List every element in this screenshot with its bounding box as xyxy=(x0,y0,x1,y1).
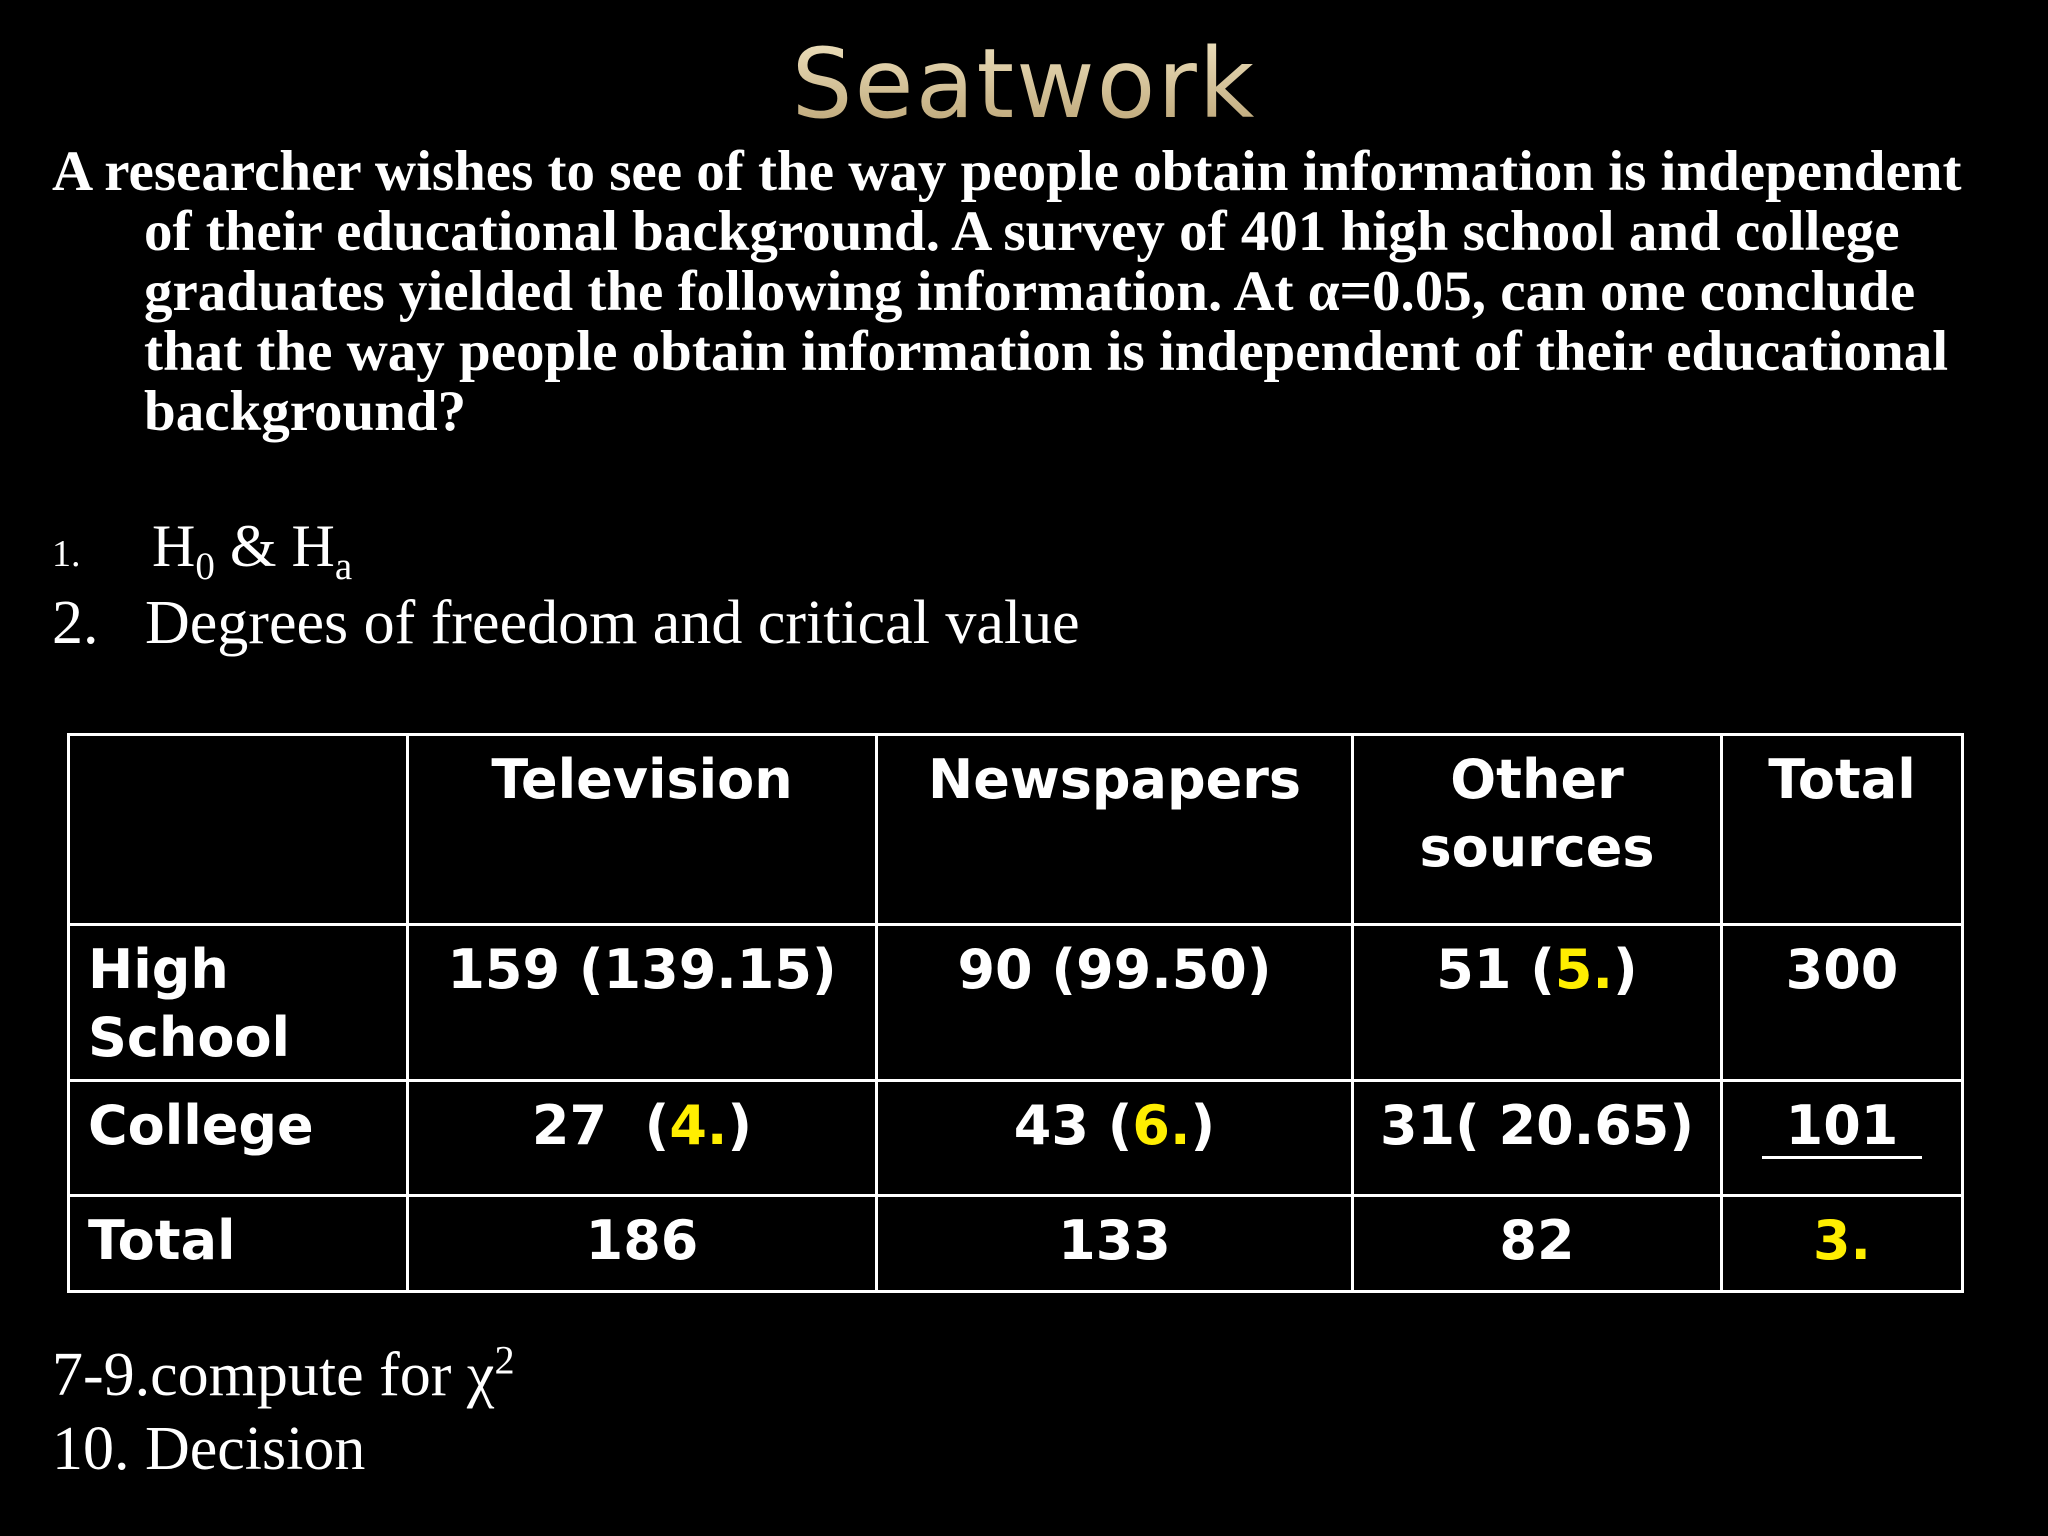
blank-marker: 6. xyxy=(1132,1094,1191,1157)
cell-hs-newspapers: 90 (99.50) xyxy=(877,925,1353,1081)
contingency-table xyxy=(67,733,1964,1293)
header-cell-newspapers: Newspapers xyxy=(877,735,1353,925)
cell-text: 27 ( xyxy=(531,1094,670,1157)
item-text: 7-9.compute for χ xyxy=(52,1341,495,1409)
table-row xyxy=(69,925,1963,1081)
cell-text: 51 ( xyxy=(1436,938,1555,1001)
cell-text: ) xyxy=(1190,1094,1216,1157)
blank-marker: 5. xyxy=(1554,938,1614,1001)
cell-hs-other xyxy=(1353,925,1722,1081)
list-item-degrees-of-freedom xyxy=(52,588,1080,659)
list-item-hypotheses xyxy=(52,512,353,588)
table-header-row xyxy=(69,735,1963,925)
table-row xyxy=(69,1081,1963,1196)
cell-text: ) xyxy=(727,1094,753,1157)
cell-total-other: 82 xyxy=(1353,1196,1722,1292)
list-item-text: Degrees of freedom and critical value xyxy=(145,589,1080,657)
row-label-total: Total xyxy=(69,1196,408,1292)
underlined-total: 101 xyxy=(1762,1096,1923,1159)
header-cell-other-sources: Other sources xyxy=(1353,735,1722,925)
subscript-a: a xyxy=(334,545,353,588)
slide-title: Seatwork xyxy=(0,28,2048,140)
cell-total-newspapers: 133 xyxy=(877,1196,1353,1292)
subscript-zero: 0 xyxy=(195,545,215,588)
cell-college-television xyxy=(408,1081,877,1196)
item-compute-chi-square xyxy=(52,1337,515,1411)
cell-college-other: 31( 20.65) xyxy=(1353,1081,1722,1196)
table-row xyxy=(69,1196,1963,1292)
row-label-high-school: High School xyxy=(69,925,408,1081)
cell-text: ) xyxy=(1613,938,1638,1001)
cell-college-total xyxy=(1722,1081,1963,1196)
item-decision: 10. Decision xyxy=(52,1415,366,1483)
list-number: 1. xyxy=(52,533,81,575)
header-cell-television: Television xyxy=(408,735,877,925)
superscript-two: 2 xyxy=(494,1337,515,1383)
cell-hs-television: 159 (139.15) xyxy=(408,925,877,1081)
blank-marker: 4. xyxy=(669,1094,728,1157)
cell-total-television: 186 xyxy=(408,1196,877,1292)
hypothesis-amp-h: & H xyxy=(214,513,335,579)
header-cell-total: Total xyxy=(1722,735,1963,925)
cell-text: 43 ( xyxy=(1013,1094,1133,1157)
list-number: 2. xyxy=(52,589,99,657)
header-cell-empty xyxy=(69,735,408,925)
cell-college-newspapers xyxy=(877,1081,1353,1196)
row-label-college: College xyxy=(69,1081,408,1196)
hypothesis-h: H xyxy=(152,513,196,579)
cell-hs-total: 300 xyxy=(1722,925,1963,1081)
problem-statement: A researcher wishes to see of the way people obtain information is independent of their educational background. A survey of 401 high school and college graduates yielded the following information. At α=0.05, can one conclude that the way people obtain information is independent of their educational background? xyxy=(52,140,1962,443)
cell-grand-total: 3. xyxy=(1722,1196,1963,1292)
